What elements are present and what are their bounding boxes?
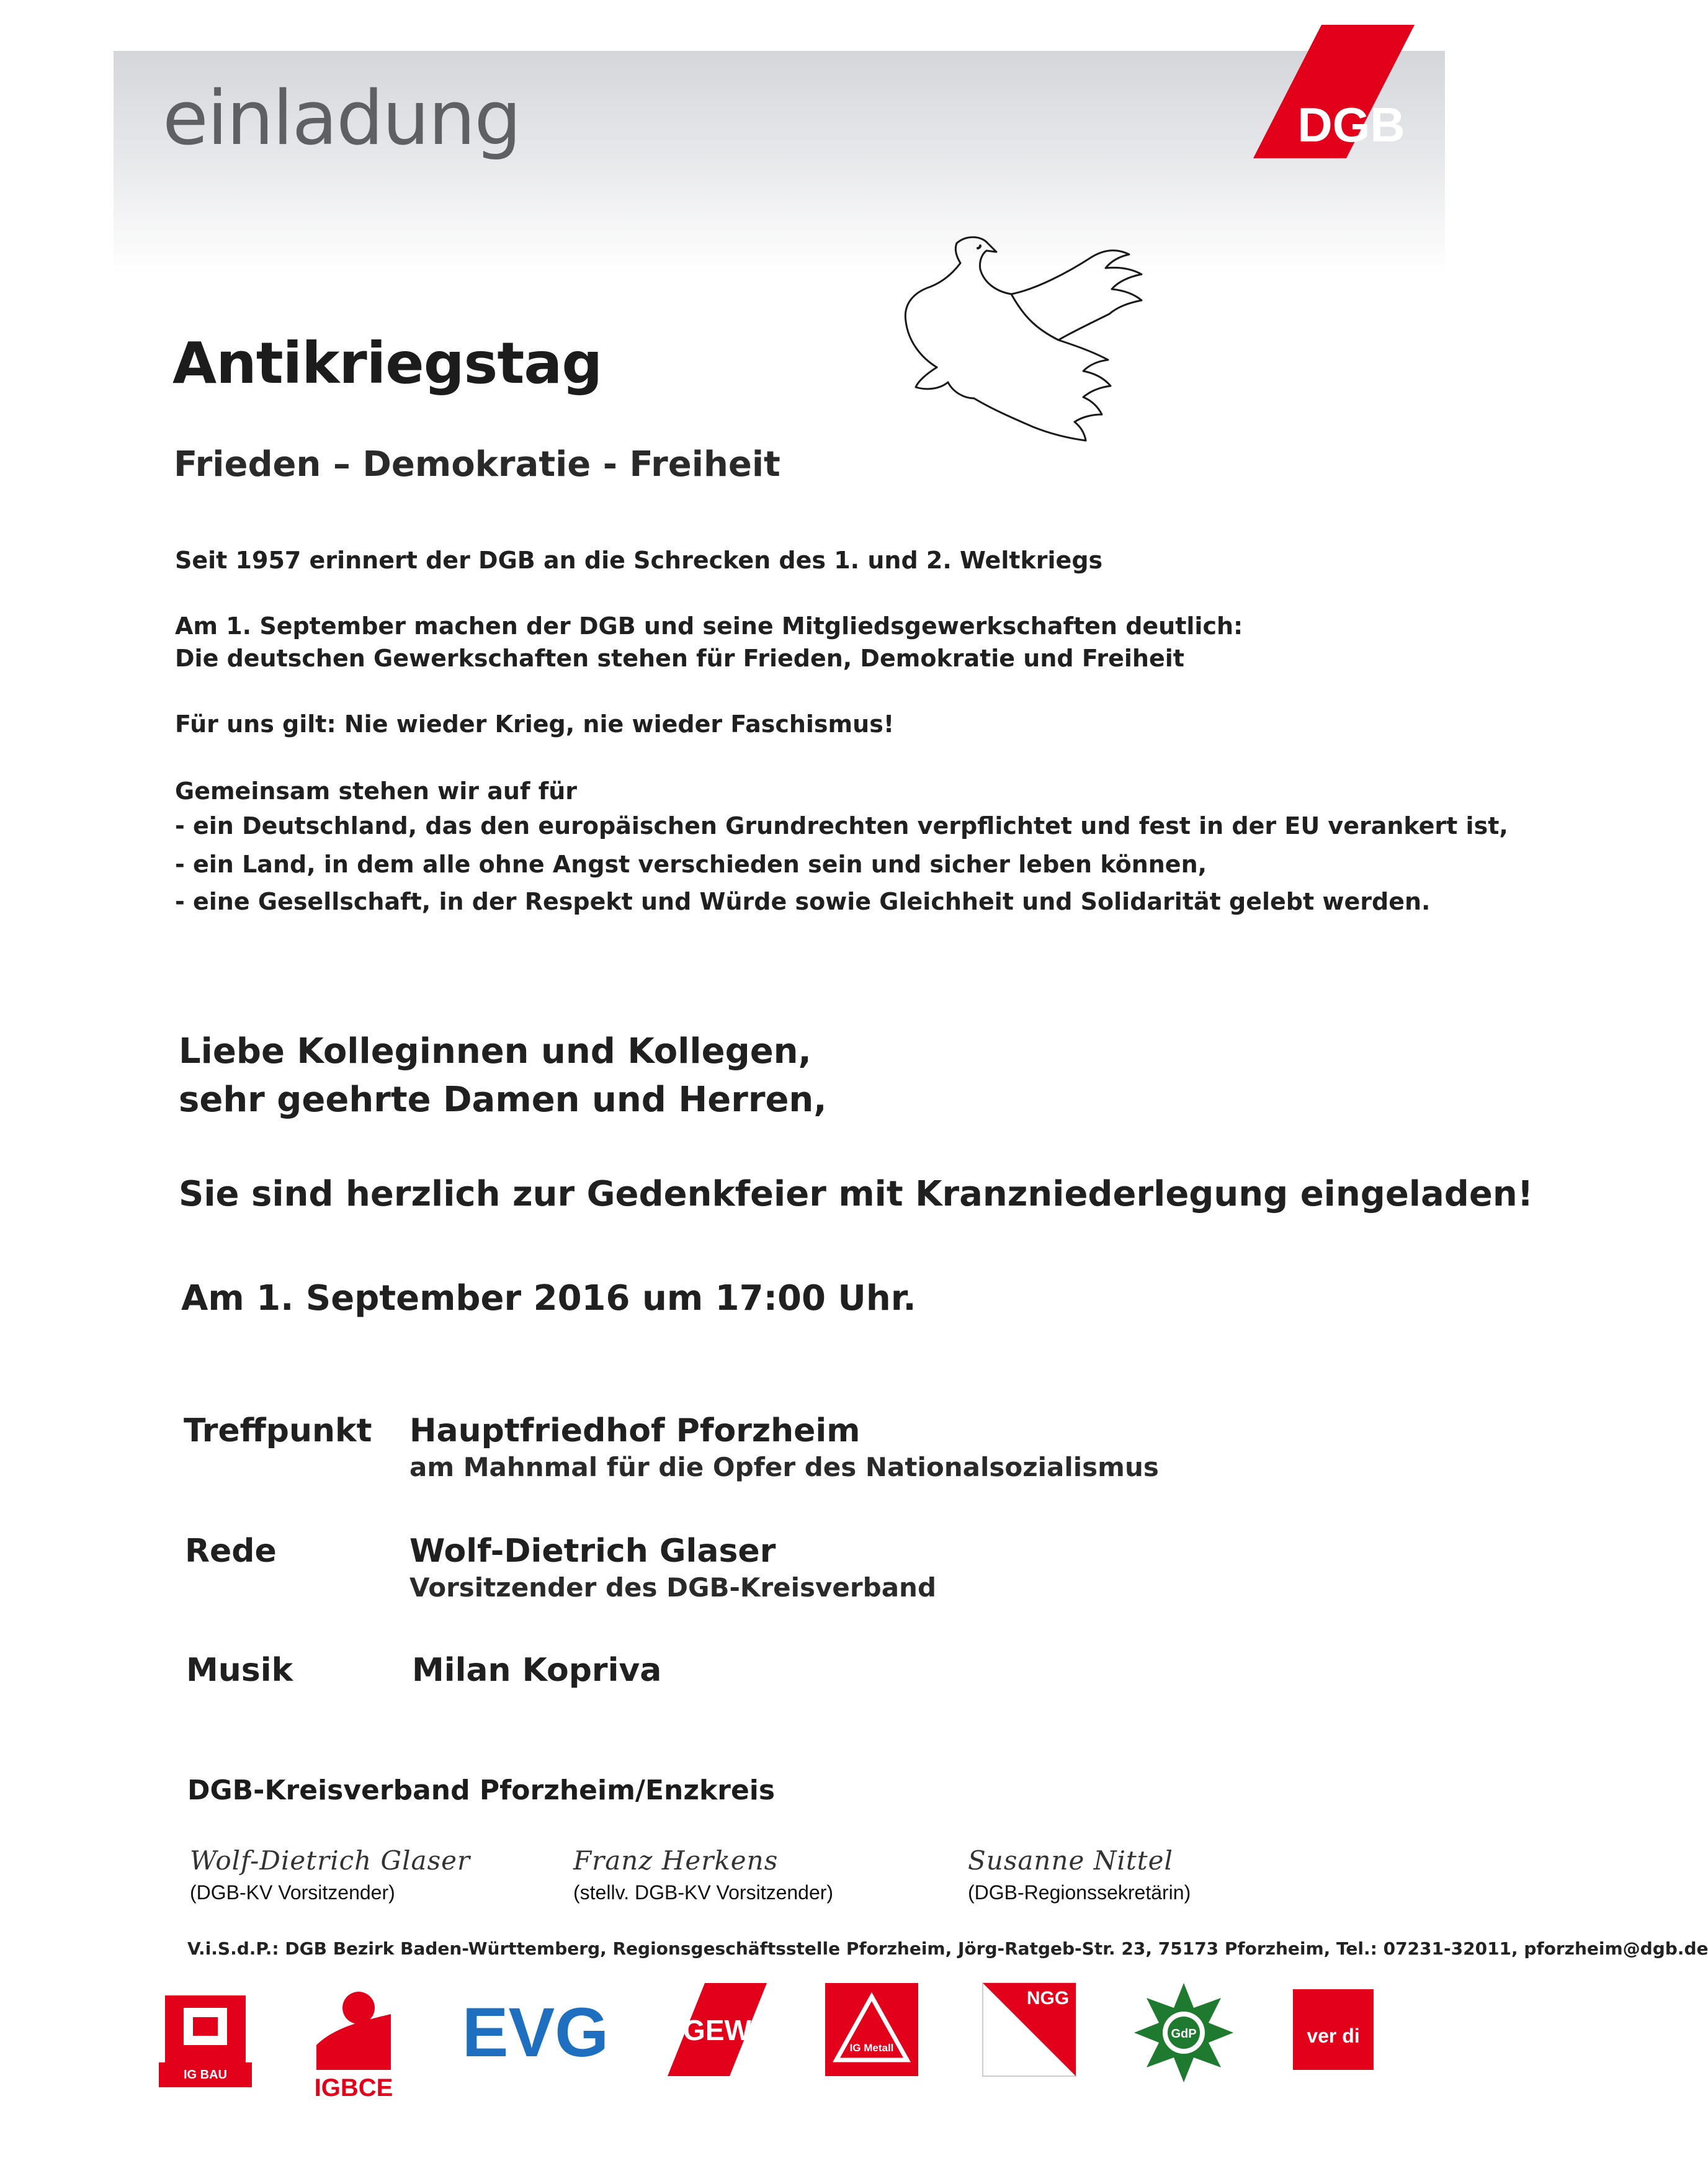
- paragraph-statement-1: Am 1. September machen der DGB und seine Mitgliedsgewerkschaften deutlich:: [175, 612, 1243, 640]
- detail-label-music: Musik: [186, 1652, 293, 1689]
- imprint: V.i.S.d.P.: DGB Bezirk Baden-Württemberg, Regionsgeschäftsstelle Pforzheim, Jörg-Ratgeb-Str. 23, 75173 Pforzheim, Tel.: 07231-32011, pforzheim@dgb.de: [187, 1938, 1708, 1959]
- paragraph-statement-2: Die deutschen Gewerkschaften stehen für Frieden, Demokratie und Freiheit: [175, 645, 1184, 672]
- ig-metall-logo: [825, 1983, 918, 2076]
- detail-label-speech: Rede: [185, 1533, 277, 1570]
- detail-value-music: Milan Kopriva: [412, 1652, 662, 1689]
- gdp-logo-text: GdP: [1171, 2027, 1197, 2041]
- igbau-logo: [159, 1983, 252, 2089]
- igbau-logo-text: IG BAU: [184, 2068, 227, 2082]
- signature-2-role: (stellv. DGB-KV Vorsitzender): [573, 1881, 834, 1904]
- igbce-logo-text: IGBCE: [314, 2074, 393, 2102]
- salutation-line-2: sehr geehrte Damen und Herren,: [179, 1080, 827, 1120]
- verdi-logo: [1293, 1989, 1374, 2070]
- page-subtitle: Frieden – Demokratie - Freiheit: [174, 444, 780, 485]
- list-item: - ein Land, in dem alle ohne Angst verschieden sein und sicher leben können,: [175, 851, 1207, 878]
- list-item: - ein Deutschland, das den europäischen Grundrechten verpflichtet und fest in der EU verankert ist,: [175, 812, 1508, 840]
- igbce-logo: [310, 1983, 397, 2101]
- organization-name: DGB-Kreisverband Pforzheim/Enzkreis: [187, 1775, 776, 1806]
- header-word: einladung: [163, 76, 521, 162]
- signature-3-role: (DGB-Regionssekretärin): [968, 1881, 1191, 1904]
- paragraph-history: Seit 1957 erinnert der DGB an die Schrecken des 1. und 2. Weltkriegs: [175, 547, 1103, 574]
- gew-logo: [668, 1983, 767, 2076]
- dove-icon: [887, 230, 1166, 465]
- detail-label-meeting-point: Treffpunkt: [184, 1412, 372, 1449]
- detail-sub-speech: Vorsitzender des DGB-Kreisverband: [409, 1572, 937, 1603]
- signature-3: Susanne Nittel: [968, 1845, 1173, 1876]
- event-date: Am 1. September 2016 um 17:00 Uhr.: [181, 1278, 916, 1319]
- ig-metall-logo-text: IG Metall: [849, 2042, 894, 2054]
- signature-1: Wolf-Dietrich Glaser: [190, 1845, 471, 1876]
- ngg-logo-text: NGG: [1026, 1988, 1070, 2008]
- gdp-logo: [1134, 1983, 1233, 2082]
- dgb-logo: [1253, 25, 1415, 161]
- paragraph-intro-list: Gemeinsam stehen wir auf für: [175, 777, 578, 805]
- list-item: - eine Gesellschaft, in der Respekt und Würde sowie Gleichheit und Solidarität gelebt werden.: [175, 888, 1431, 915]
- evg-logo: [445, 1994, 625, 2069]
- paragraph-slogan: Für uns gilt: Nie wieder Krieg, nie wieder Faschismus!: [175, 710, 895, 738]
- detail-sub-meeting-point: am Mahnmal für die Opfer des Nationalsozialismus: [409, 1452, 1159, 1482]
- evg-logo-text: EVG: [462, 1994, 609, 2071]
- signature-2: Franz Herkens: [573, 1845, 779, 1876]
- page-title: Antikriegstag: [172, 330, 602, 396]
- salutation-line-1: Liebe Kolleginnen und Kollegen,: [179, 1031, 812, 1072]
- verdi-logo-text: ver di: [1307, 2025, 1360, 2047]
- detail-value-meeting-point: Hauptfriedhof Pforzheim: [409, 1412, 861, 1449]
- invitation-text: Sie sind herzlich zur Gedenkfeier mit Kranzniederlegung eingeladen!: [179, 1174, 1534, 1214]
- ngg-logo: [983, 1983, 1076, 2076]
- detail-value-speech: Wolf-Dietrich Glaser: [409, 1533, 776, 1570]
- dgb-logo-text: DGB: [1297, 97, 1405, 152]
- gew-logo-text: GEW: [683, 2014, 751, 2046]
- signature-1-role: (DGB-KV Vorsitzender): [190, 1881, 395, 1904]
